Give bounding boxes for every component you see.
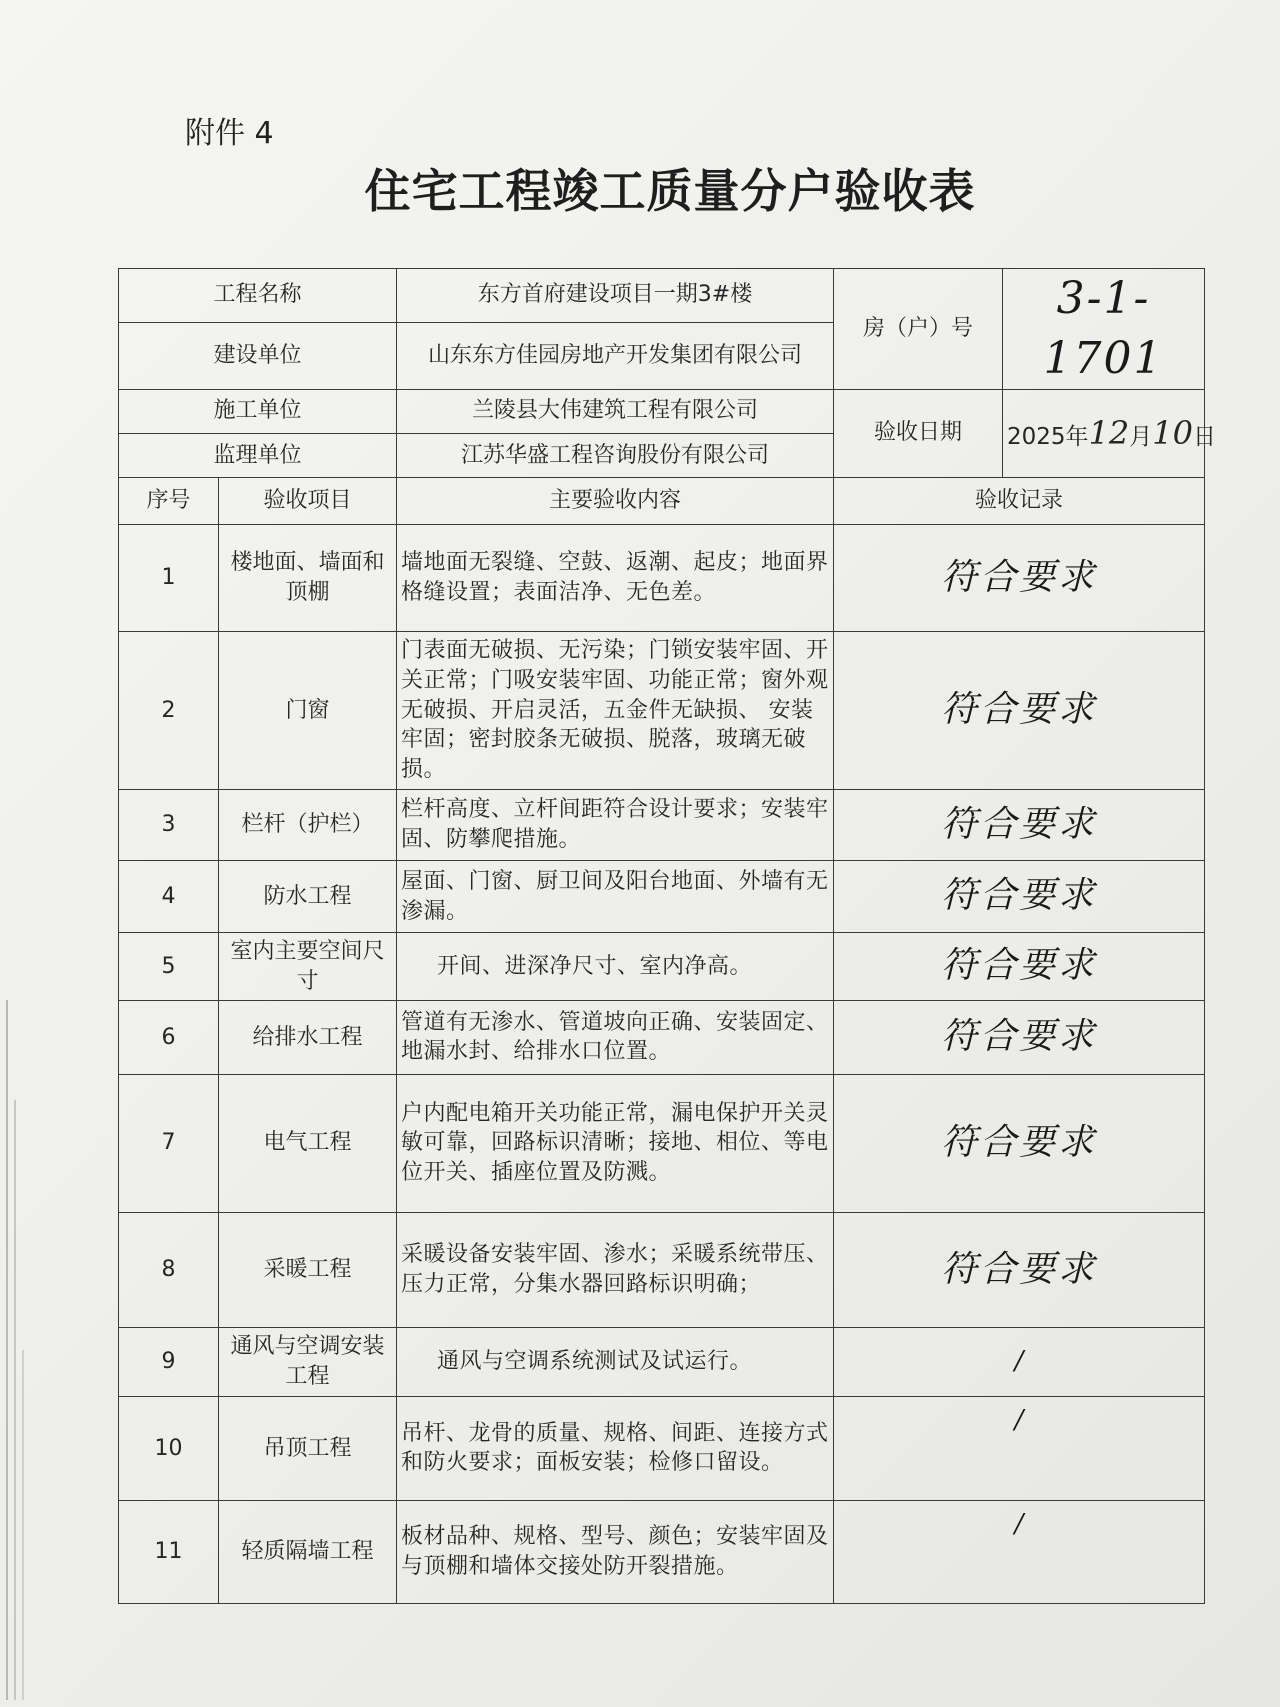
- row-item: 采暖工程: [219, 1212, 397, 1328]
- row-content: 管道有无渗水、管道坡向正确、安装固定、地漏水封、给排水口位置。: [397, 1001, 834, 1074]
- row-item: 栏杆（护栏）: [219, 789, 397, 860]
- table-row: [119, 1212, 1205, 1328]
- header-item: 验收项目: [219, 478, 397, 525]
- supervisor-label: 监理单位: [119, 433, 397, 477]
- page-stack-edge: [14, 1100, 16, 1700]
- row-record: /: [834, 1501, 1205, 1604]
- row-item: 轻质隔墙工程: [219, 1501, 397, 1604]
- page-stack-edge: [6, 1000, 8, 1700]
- inspection-form: [118, 268, 1216, 1604]
- row-record: 符合要求: [834, 861, 1205, 932]
- table-row: [119, 1396, 1205, 1501]
- header-record: 验收记录: [834, 478, 1205, 525]
- row-no: 8: [119, 1212, 219, 1328]
- table-row: [119, 1328, 1205, 1396]
- date-day: 10: [1152, 413, 1193, 452]
- supervisor-value: 江苏华盛工程咨询股份有限公司: [397, 433, 834, 477]
- inspection-date: [1003, 389, 1216, 478]
- date-year: 2025年: [1007, 423, 1089, 450]
- row-no: 9: [119, 1328, 219, 1396]
- row-content: 开间、进深净尺寸、室内净高。: [397, 932, 834, 1000]
- date-month-suffix: 月: [1129, 423, 1153, 450]
- row-content: 通风与空调系统测试及试运行。: [397, 1328, 834, 1396]
- project-name-value: 东方首府建设项目一期3#楼: [397, 269, 834, 323]
- table-row: [119, 1074, 1205, 1212]
- row-record: 符合要求: [834, 631, 1205, 789]
- constructor-value: 兰陵县大伟建筑工程有限公司: [397, 389, 834, 433]
- row-no: 5: [119, 932, 219, 1000]
- row-item: 门窗: [219, 631, 397, 789]
- date-month: 12: [1088, 413, 1130, 452]
- annex-label: 附件 4: [185, 116, 274, 151]
- row-record: /: [834, 1396, 1205, 1501]
- row-record: 符合要求: [834, 1001, 1205, 1074]
- row-record: 符合要求: [834, 525, 1205, 632]
- constructor-label: 施工单位: [119, 389, 397, 433]
- column-header-row: [119, 478, 1205, 525]
- header-no: 序号: [119, 478, 219, 525]
- row-item: 电气工程: [219, 1074, 397, 1212]
- row-no: 2: [119, 631, 219, 789]
- row-no: 4: [119, 861, 219, 932]
- row-record: 符合要求: [834, 789, 1205, 860]
- row-no: 7: [119, 1074, 219, 1212]
- project-name-label: 工程名称: [119, 269, 397, 323]
- row-record: /: [834, 1328, 1205, 1396]
- row-no: 3: [119, 789, 219, 860]
- row-content: 栏杆高度、立杆间距符合设计要求；安装牢固、防攀爬措施。: [397, 789, 834, 860]
- row-record: 符合要求: [834, 1212, 1205, 1328]
- header-content: 主要验收内容: [397, 478, 834, 525]
- house-no-value: 3-1-1701: [1003, 269, 1205, 390]
- row-no: 10: [119, 1396, 219, 1501]
- table-row: [119, 932, 1205, 1000]
- table-row: [119, 861, 1205, 932]
- builder-value: 山东东方佳园房地产开发集团有限公司: [397, 322, 834, 389]
- table-row: [119, 789, 1205, 860]
- row-content: 墙地面无裂缝、空鼓、返潮、起皮；地面界格缝设置；表面洁净、无色差。: [397, 525, 834, 632]
- date-label: 验收日期: [834, 389, 1003, 478]
- row-no: 1: [119, 525, 219, 632]
- row-item: 室内主要空间尺寸: [219, 932, 397, 1000]
- table-row: [119, 631, 1205, 789]
- row-item: 给排水工程: [219, 1001, 397, 1074]
- row-content: 屋面、门窗、厨卫间及阳台地面、外墙有无渗漏。: [397, 861, 834, 932]
- date-day-suffix: 日: [1193, 423, 1216, 450]
- row-no: 6: [119, 1001, 219, 1074]
- page-stack-edge: [22, 1350, 24, 1700]
- row-item: 楼地面、墙面和顶棚: [219, 525, 397, 632]
- row-no: 11: [119, 1501, 219, 1604]
- document-title: 住宅工程竣工质量分户验收表: [364, 164, 976, 218]
- builder-label: 建设单位: [119, 322, 397, 389]
- row-item: 吊顶工程: [219, 1396, 397, 1501]
- row-record: 符合要求: [834, 932, 1205, 1000]
- row-item: 通风与空调安装工程: [219, 1328, 397, 1396]
- row-content: 户内配电箱开关功能正常，漏电保护开关灵敏可靠，回路标识清晰；接地、相位、等电位开关、插座位置及防溅。: [397, 1074, 834, 1212]
- row-content: 门表面无破损、无污染；门锁安装牢固、开关正常；门吸安装牢固、功能正常；窗外观无破损、开启灵活，五金件无缺损、 安装牢固；密封胶条无破损、脱落，玻璃无破损。: [397, 631, 834, 789]
- house-no-label: 房（户）号: [834, 269, 1003, 390]
- row-content: 采暖设备安装牢固、渗水；采暖系统带压、压力正常，分集水器回路标识明确；: [397, 1212, 834, 1328]
- row-item: 防水工程: [219, 861, 397, 932]
- row-record: 符合要求: [834, 1074, 1205, 1212]
- row-content: 板材品种、规格、型号、颜色；安装牢固及与顶棚和墙体交接处防开裂措施。: [397, 1501, 834, 1604]
- table-row: [119, 1001, 1205, 1074]
- row-content: 吊杆、龙骨的质量、规格、间距、连接方式和防火要求；面板安装；检修口留设。: [397, 1396, 834, 1501]
- table-row: [119, 1501, 1205, 1604]
- table-row: [119, 525, 1205, 632]
